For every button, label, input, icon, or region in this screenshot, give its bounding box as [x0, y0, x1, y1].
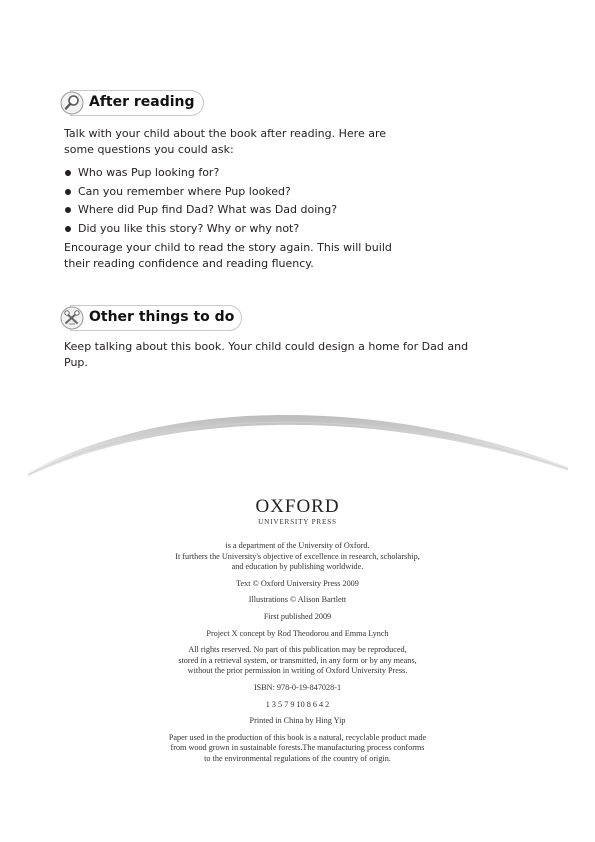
list-item — [64, 201, 337, 220]
after-reading-intro: Talk with your child about the book after reading. Here are some questions you could ask: — [64, 127, 386, 156]
text-copyright: Text © Oxford University Press 2009 — [236, 578, 359, 588]
question-text: Where did Pup find Dad? What was Dad doing? — [78, 203, 338, 216]
activity-icon — [60, 306, 84, 330]
list-item — [64, 164, 337, 183]
first-published: First published 2009 — [263, 611, 332, 621]
illustrations-credit: Illustrations © Alison Bartlett — [248, 595, 347, 605]
decorative-wave — [0, 395, 595, 485]
other-things-heading: Other things to do — [89, 309, 235, 325]
copyright-block — [100, 497, 495, 771]
list-item — [64, 220, 337, 239]
bullet-icon — [65, 170, 71, 176]
printed-in: Printed in China by Hing Yip — [249, 716, 346, 726]
after-reading-heading: After reading — [89, 94, 195, 110]
after-reading-closing: Encourage your child to read the story again. This will build their reading confidence and reading fluency. — [64, 241, 392, 270]
bullet-icon — [65, 207, 71, 213]
question-list — [64, 164, 337, 238]
isbn: ISBN: 978-0-19-847028-1 — [253, 682, 342, 692]
list-item — [64, 183, 337, 202]
bullet-icon — [65, 226, 71, 232]
rights-notice: All rights reserved. No part of this publication may be reproduced, stored in a retrieval system, or transmitted, in any form or by any means, without the prior permission in writing of Oxford University Press. — [178, 645, 417, 676]
oxford-logo-subtitle: UNIVERSITY PRESS — [258, 518, 337, 526]
paper-note: Paper used in the production of this book is a natural, recyclable product made from wood grown in sustainable forests.The manufacturing process conforms to the environmental regulations of the country of origin. — [168, 732, 427, 763]
oxford-logo: OXFORD — [255, 496, 340, 517]
publisher-description: is a department of the University of Oxford. It furthers the University's objective of excellence in research, scholarship, and education by publishing worldwide. — [175, 541, 420, 572]
question-text: Can you remember where Pup looked? — [78, 184, 291, 198]
question-text: Who was Pup looking for? — [78, 166, 220, 179]
other-things-text: Keep talking about this book. Your child could design a home for Dad and Pup. — [64, 340, 469, 369]
question-text: Did you like this story? Why or why not? — [78, 221, 300, 235]
concept-credit: Project X concept by Rod Theodorou and Emma Lynch — [206, 628, 389, 638]
magnifying-glass-icon — [60, 91, 84, 115]
printing-line: 1 3 5 7 9 10 8 6 4 2 — [265, 699, 330, 709]
bullet-icon — [65, 189, 71, 195]
